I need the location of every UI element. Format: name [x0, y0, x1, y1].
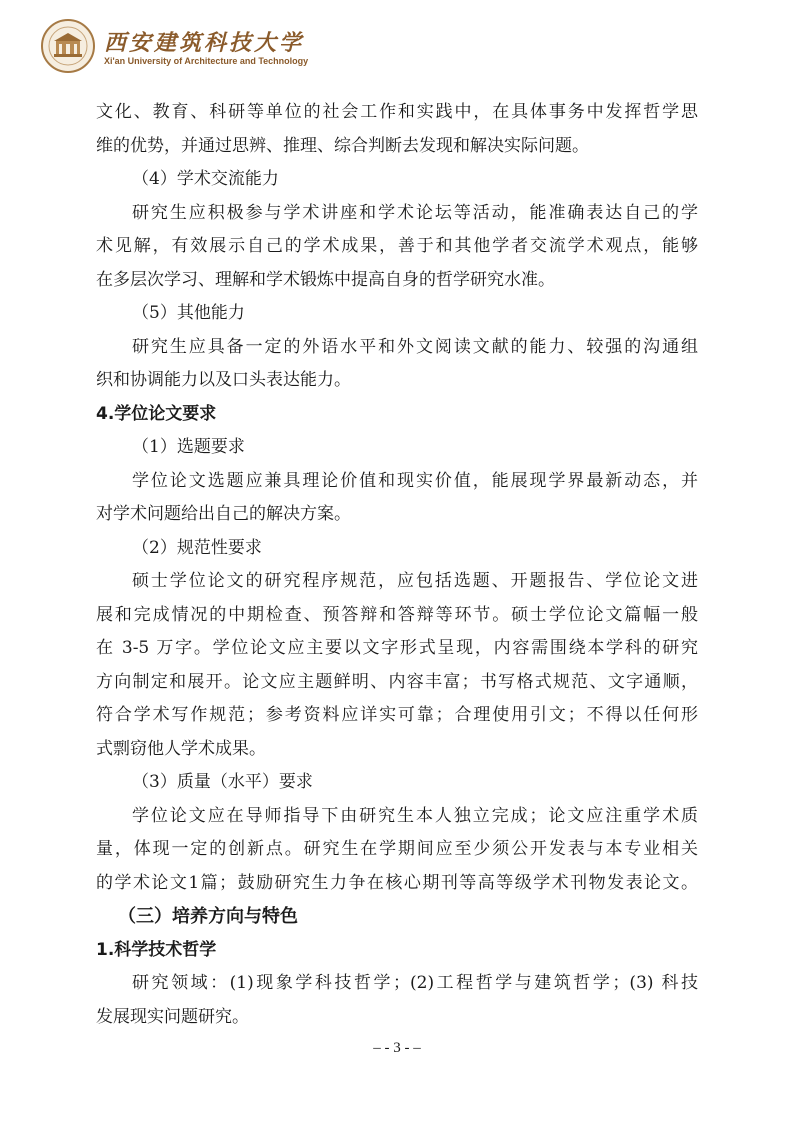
paragraph-line: 研究生应具备一定的外语水平和外文阅读文献的能力、较强的沟通组	[132, 336, 698, 357]
subheading: （4）学术交流能力	[132, 169, 279, 189]
university-seal-icon	[40, 18, 96, 74]
paragraph-line: 研究生应积极参与学术讲座和学术论坛等活动，能准确表达自己的学	[132, 202, 698, 223]
paragraph-line: 学位论文应在导师指导下由研究生本人独立完成；论文应注重学术质	[132, 805, 698, 826]
paragraph-line: 的学术论文1篇；鼓励研究生力争在核心期刊等高等级学术刊物发表论文。	[96, 872, 698, 893]
paragraph-line: 研究领域：(1)现象学科技哲学；(2)工程哲学与建筑哲学；(3) 科技	[132, 973, 698, 993]
paragraph-line: 对学术问题给出自己的解决方案。	[96, 504, 351, 524]
document-body	[96, 96, 698, 1034]
subheading: （5）其他能力	[132, 303, 245, 323]
section-heading: （三）培养方向与特色	[118, 906, 298, 927]
letterhead	[40, 18, 380, 78]
subheading: （1）选题要求	[132, 437, 245, 457]
page-number: – - 3 - –	[373, 1040, 421, 1056]
paragraph-line: 文化、教育、科研等单位的社会工作和实践中，在具体事务中发挥哲学思	[96, 102, 698, 122]
section-heading: 4.学位论文要求	[96, 403, 217, 424]
paragraph-line: 学位论文选题应兼具理论价值和现实价值，能展现学界最新动态，并	[132, 470, 698, 491]
university-name-cn: 西安建筑科技大学	[104, 30, 305, 56]
paragraph-line: 织和协调能力以及口头表达能力。	[96, 370, 351, 390]
paragraph-line: 量，体现一定的创新点。研究生在学期间应至少须公开发表与本专业相关	[96, 839, 698, 859]
paragraph-line: 发展现实问题研究。	[96, 1006, 249, 1027]
paragraph-line: 展和完成情况的中期检查、预答辩和答辩等环节。硕士学位论文篇幅一般	[96, 604, 698, 625]
university-name-en: Xi'an University of Architecture and Technology	[104, 56, 309, 66]
section-heading: 1.科学技术哲学	[96, 939, 217, 960]
subheading: （3）质量（水平）要求	[132, 772, 313, 792]
paragraph-line: 方向制定和展开。论文应主题鲜明、内容丰富；书写格式规范、文字通顺，	[96, 671, 698, 692]
paragraph-line: 式剽窃他人学术成果。	[96, 738, 266, 759]
paragraph-line: 术见解，有效展示自己的学术成果，善于和其他学者交流学术观点，能够	[96, 236, 698, 256]
paragraph-line: 在 3-5 万字。学位论文应主要以文字形式呈现，内容需围绕本学科的研究	[96, 638, 698, 658]
paragraph-line: 硕士学位论文的研究程序规范，应包括选题、开题报告、学位论文进	[132, 571, 698, 591]
paragraph-line: 符合学术写作规范；参考资料应详实可靠；合理使用引文；不得以任何形	[96, 705, 698, 725]
paragraph-line: 维的优势，并通过思辨、推理、综合判断去发现和解决实际问题。	[96, 135, 589, 156]
subheading: （2）规范性要求	[132, 537, 262, 558]
paragraph-line: 在多层次学习、理解和学术锻炼中提高自身的哲学研究水准。	[96, 269, 555, 290]
